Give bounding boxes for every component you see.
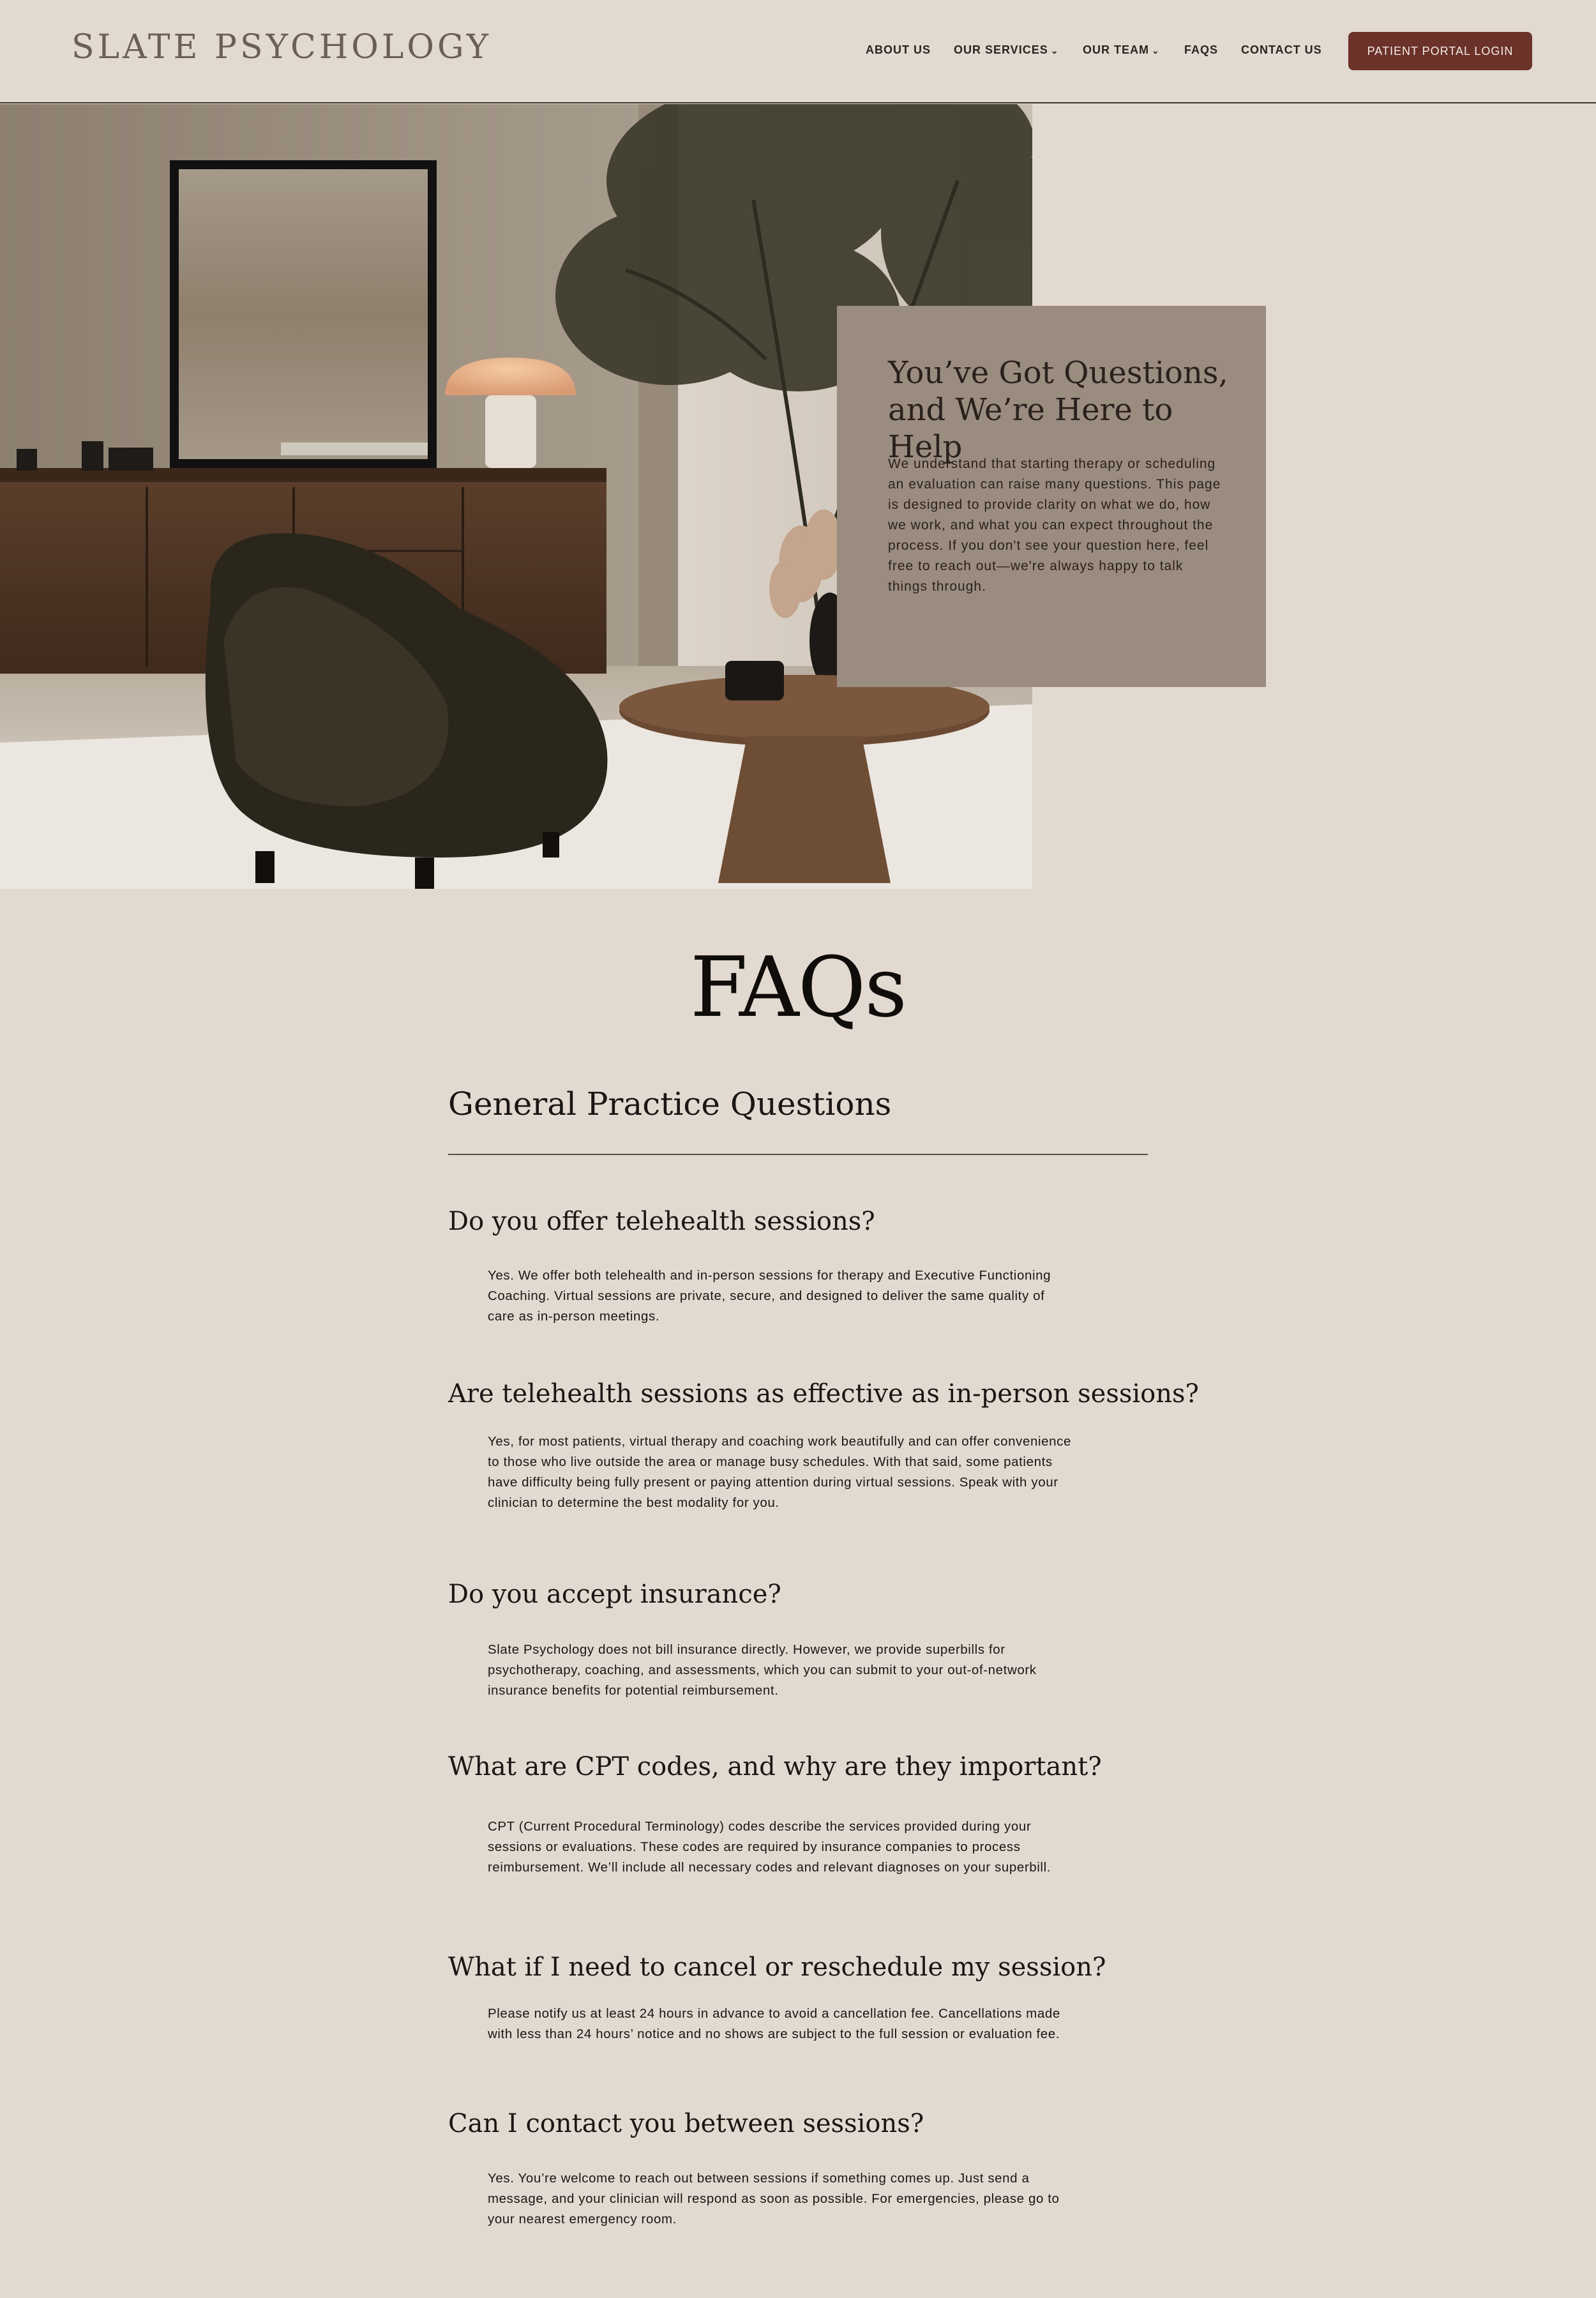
faq-question: What are CPT codes, and why are they important? bbox=[448, 1752, 1102, 1781]
faq-answer: Slate Psychology does not bill insurance directly. However, we provide superbills for psychotherapy, coaching, and assessments, which you can submit to your out-of-network insurance benefits for potential reimbursement. bbox=[488, 1642, 1037, 1698]
hero-title-line-2: and We’re Here to Help bbox=[888, 392, 1173, 465]
faq-answer: Yes. You’re welcome to reach out between sessions if something comes up. Just send a message, and your clinician will respond as soon as possible. For emergencies, please go to your nearest emergency room. bbox=[488, 2171, 1060, 2226]
faq-answer: Yes, for most patients, virtual therapy and coaching work beautifully and can offer convenience to those who live outside the area or manage busy schedules. With that said, some patients have difficulty being fully present or paying attention during virtual sessions. Speak with your clinician to determine the best modality for you. bbox=[488, 1434, 1071, 1510]
faq-question: Do you offer telehealth sessions? bbox=[448, 1207, 875, 1236]
chevron-down-icon: ⌄ bbox=[1152, 45, 1160, 56]
faq-answer: CPT (Current Procedural Terminology) codes describe the services provided during your sessions or evaluations. These codes are required by insurance companies to process reimbursement. We’ll include all necessary codes and relevant diagnoses on your superbill. bbox=[488, 1819, 1051, 1875]
nav-contact-us-label: CONTACT US bbox=[1241, 43, 1322, 56]
nav-faqs-label: FAQS bbox=[1184, 43, 1219, 56]
site-header bbox=[0, 0, 1596, 103]
nav-about-us-label: ABOUT US bbox=[866, 43, 931, 56]
hero-intro-card bbox=[837, 306, 1266, 687]
chevron-down-icon: ⌄ bbox=[1050, 45, 1059, 56]
hero-title-line-1: You’ve Got Questions, bbox=[888, 355, 1228, 391]
section-divider bbox=[448, 1154, 1148, 1155]
site-logo[interactable]: SLATE PSYCHOLOGY bbox=[72, 28, 492, 66]
nav-contact-us[interactable] bbox=[1241, 43, 1322, 57]
faq-answer: Yes. We offer both telehealth and in-person sessions for therapy and Executive Functioning Coaching. Virtual sessions are private, secure, and designed to deliver the same quality of care as in-person meetings. bbox=[488, 1268, 1051, 1324]
faq-question: Do you accept insurance? bbox=[448, 1580, 781, 1609]
faq-answer: Please notify us at least 24 hours in advance to avoid a cancellation fee. Cancellations made with less than 24 hours’ notice and no shows are subject to the full session or evaluation fee. bbox=[488, 2006, 1060, 2041]
faq-section-title: General Practice Questions bbox=[448, 1085, 892, 1123]
nav-about-us[interactable] bbox=[866, 43, 931, 57]
nav-our-team-label: OUR TEAM bbox=[1083, 43, 1149, 56]
faq-question: What if I need to cancel or reschedule my session? bbox=[448, 1953, 1106, 1982]
faq-question: Are telehealth sessions as effective as in-person sessions? bbox=[448, 1379, 1199, 1409]
nav-our-team[interactable] bbox=[1083, 43, 1160, 57]
patient-portal-login-button[interactable]: PATIENT PORTAL LOGIN bbox=[1348, 32, 1532, 70]
nav-faqs[interactable] bbox=[1184, 43, 1218, 57]
hero-title bbox=[888, 354, 1246, 465]
hero-intro-text: We understand that starting therapy or scheduling an evaluation can raise many questions. This page is designed to provide clarity on what we do, how we work, and what you can expect throughout the process. If you don't see your question here, feel free to reach out—we're always happy to talk things through. bbox=[888, 457, 1221, 594]
faq-question: Can I contact you between sessions? bbox=[448, 2109, 924, 2138]
nav-our-services-label: OUR SERVICES bbox=[954, 43, 1048, 56]
nav-our-services[interactable] bbox=[954, 43, 1058, 57]
faq-page-heading: FAQs bbox=[689, 939, 907, 1036]
